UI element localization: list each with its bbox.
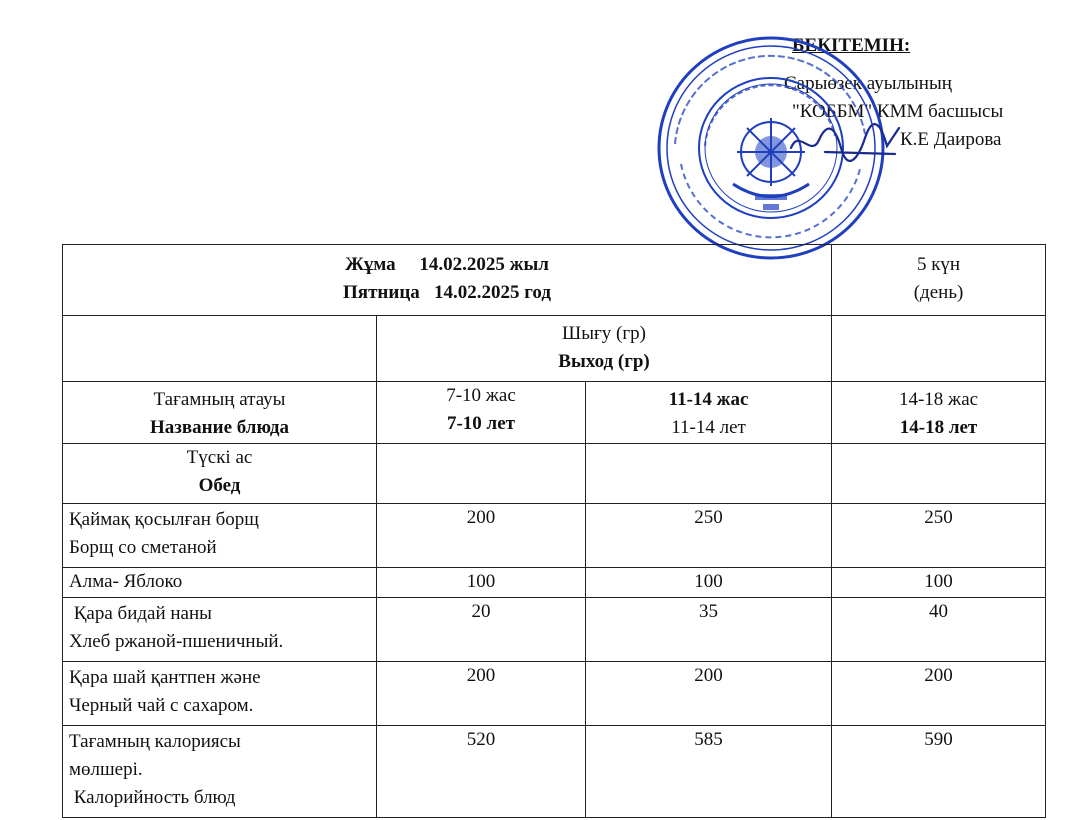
dish-name-header: [63, 382, 377, 444]
meal-kz: Түскі ас: [186, 447, 253, 468]
dish-header-kz: Тағамның атауы: [153, 389, 286, 410]
age3-ru: 14-18 лет: [899, 417, 978, 438]
dish-name-kz: Алма- Яблоко: [69, 571, 183, 592]
age2-ru: 11-14 лет: [671, 417, 746, 438]
day-number-kz: 5 күн: [916, 254, 961, 275]
age-11-14-header: [586, 382, 832, 444]
table-row-calories: [63, 726, 1046, 818]
value-14-18: 200: [832, 662, 1046, 726]
dish-name: [63, 504, 377, 568]
day-number-cell: [832, 245, 1046, 316]
empty-cell: [586, 444, 832, 504]
meal-ru: Обед: [198, 475, 241, 496]
table-row: [63, 598, 1046, 662]
dish-name-ru: Хлеб ржаной-пшеничный.: [69, 631, 284, 652]
value-11-14: 250: [586, 504, 832, 568]
dish-header-ru: Название блюда: [150, 417, 289, 438]
date-ru: Пятница 14.02.2025 год: [343, 282, 551, 303]
value-7-10: 200: [377, 662, 586, 726]
calories-7-10: 520: [377, 726, 586, 818]
table-row-meal: [63, 444, 1046, 504]
dish-name-ru: Борщ со сметаной: [69, 537, 217, 558]
table-row: [63, 568, 1046, 598]
age2-kz: 11-14 жас: [668, 389, 749, 410]
approval-line-village: Сарыөзек ауылының: [784, 73, 952, 94]
output-header-cell: [377, 316, 832, 382]
date-cell: [63, 245, 832, 316]
approval-line-name: К.Е Даирова: [900, 129, 1002, 150]
value-11-14: 100: [586, 568, 832, 598]
value-7-10: 100: [377, 568, 586, 598]
date-kz: Жұма 14.02.2025 жыл: [345, 254, 549, 275]
signature-icon: [785, 118, 905, 168]
dish-name: [63, 662, 377, 726]
age1-kz: 7-10 жас: [446, 385, 516, 406]
approval-title: БЕКІТЕМІН:: [792, 35, 911, 56]
approval-line-org: "КОББМ" КММ басшысы: [792, 101, 1004, 122]
calories-14-18: 590: [832, 726, 1046, 818]
calories-ru: Калорийность блюд: [69, 787, 236, 808]
table-row: [63, 662, 1046, 726]
output-kz: Шығу (гр): [562, 323, 646, 344]
table-row-columns: [63, 382, 1046, 444]
calories-label: [63, 726, 377, 818]
age-14-18-header: [832, 382, 1046, 444]
calories-kz-line2: мөлшері.: [69, 759, 143, 780]
dish-name-kz: Қара шай қантпен және: [69, 667, 261, 688]
age3-kz: 14-18 жас: [898, 389, 979, 410]
dish-name-kz: Қара бидай наны: [69, 603, 212, 624]
value-11-14: 35: [586, 598, 832, 662]
calories-kz-line1: Тағамның калориясы: [69, 731, 241, 752]
value-11-14: 200: [586, 662, 832, 726]
dish-name-ru: Черный чай с сахаром.: [69, 695, 254, 716]
day-number-ru: (день): [913, 282, 964, 303]
empty-cell: [63, 316, 377, 382]
dish-name-kz: Қаймақ қосылған борщ: [69, 509, 259, 530]
value-7-10: 200: [377, 504, 586, 568]
table-row: [63, 504, 1046, 568]
dish-name: [63, 568, 377, 598]
table-row-date: [63, 245, 1046, 316]
value-14-18: 40: [832, 598, 1046, 662]
table-row-output: [63, 316, 1046, 382]
menu-table: [62, 244, 1046, 818]
empty-cell: [832, 444, 1046, 504]
value-7-10: 20: [377, 598, 586, 662]
empty-cell: [832, 316, 1046, 382]
dish-name: [63, 598, 377, 662]
meal-cell: [63, 444, 377, 504]
empty-cell: [377, 444, 586, 504]
age1-ru: 7-10 лет: [446, 413, 515, 434]
age-7-10-header: [377, 382, 586, 444]
output-ru: Выход (гр): [558, 351, 650, 372]
value-14-18: 100: [832, 568, 1046, 598]
value-14-18: 250: [832, 504, 1046, 568]
calories-11-14: 585: [586, 726, 832, 818]
